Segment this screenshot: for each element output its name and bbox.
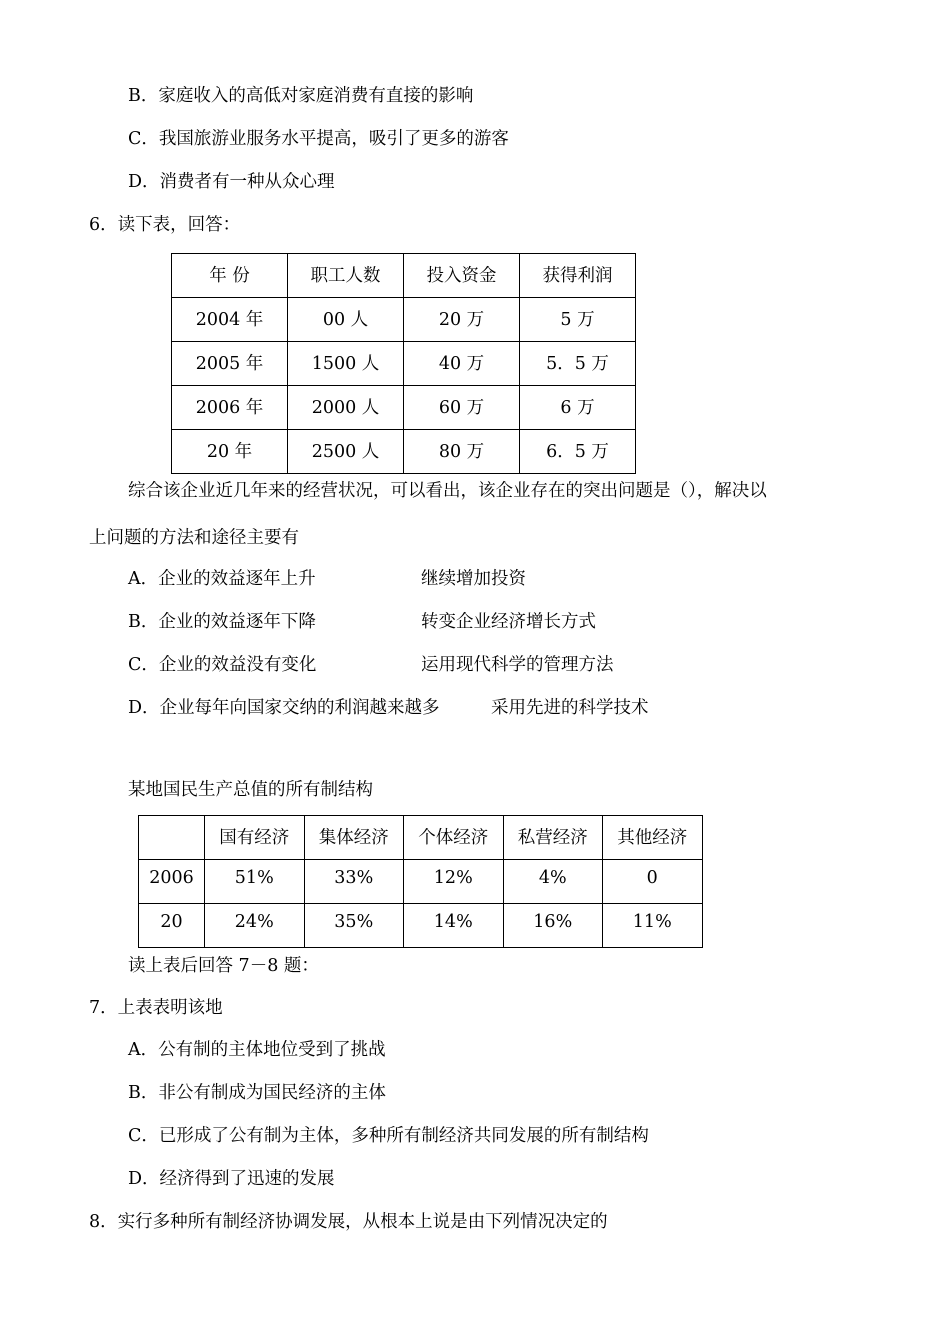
- q6-option-d-method: 采用先进的科学技术: [491, 698, 649, 718]
- q7-option-d: D．经济得到了迅速的发展: [128, 1169, 335, 1189]
- q7-option-c: C．已形成了公有制为主体，多种所有制经济共同发展的所有制结构: [128, 1126, 649, 1146]
- table-cell: 80 万: [404, 430, 520, 474]
- table-cell: 5．5 万: [520, 342, 636, 386]
- table-header-cell: 私营经济: [503, 816, 603, 860]
- table-cell: 2005 年: [172, 342, 288, 386]
- table-cell: 2500 人: [288, 430, 404, 474]
- table-header-cell: 投入资金: [404, 254, 520, 298]
- q7-option-a: A．公有制的主体地位受到了挑战: [128, 1040, 386, 1060]
- q6-option-b-method: 转变企业经济增长方式: [421, 612, 596, 632]
- table-cell: 40 万: [404, 342, 520, 386]
- table-row: [139, 860, 703, 904]
- table-cell: 24%: [205, 904, 305, 948]
- q7-option-b: B．非公有制成为国民经济的主体: [128, 1083, 386, 1103]
- table-header-cell: 国有经济: [205, 816, 305, 860]
- q6-option-c: C．企业的效益没有变化: [128, 655, 317, 675]
- table-cell: 51%: [205, 860, 305, 904]
- table-cell: 2006: [139, 860, 205, 904]
- q6-option-a-method: 继续增加投资: [421, 569, 526, 589]
- table-row: [172, 298, 636, 342]
- table-cell: 6．5 万: [520, 430, 636, 474]
- q6-text-line-1: 综合该企业近几年来的经营状况，可以看出，该企业存在的突出问题是（），解决以: [128, 481, 767, 501]
- table-header-cell: [139, 816, 205, 860]
- q6-stem: 6．读下表，回答：: [89, 215, 241, 235]
- table-cell: 20 年: [172, 430, 288, 474]
- table-header-cell: 其他经济: [603, 816, 703, 860]
- table-header-cell: 个体经济: [404, 816, 504, 860]
- table-header-row: [172, 254, 636, 298]
- ownership-note: 读上表后回答 7－8 题：: [128, 956, 319, 976]
- table-row: [172, 342, 636, 386]
- table-cell: 11%: [603, 904, 703, 948]
- table-cell: 0: [603, 860, 703, 904]
- table-cell: 1500 人: [288, 342, 404, 386]
- q6-option-c-method: 运用现代科学的管理方法: [421, 655, 614, 675]
- ownership-table-caption: 某地国民生产总值的所有制结构: [128, 780, 373, 800]
- table-cell: 16%: [503, 904, 603, 948]
- table-row: [139, 904, 703, 948]
- q5-option-c: C．我国旅游业服务水平提高，吸引了更多的游客: [128, 129, 509, 149]
- table-cell: 33%: [304, 860, 404, 904]
- table-cell: 2004 年: [172, 298, 288, 342]
- table-header-cell: 年 份: [172, 254, 288, 298]
- table-cell: 60 万: [404, 386, 520, 430]
- enterprise-table: [171, 253, 636, 474]
- table-cell: 14%: [404, 904, 504, 948]
- table-header-cell: 职工人数: [288, 254, 404, 298]
- q6-option-b: B．企业的效益逐年下降: [128, 612, 316, 632]
- table-cell: 35%: [304, 904, 404, 948]
- table-cell: 2000 人: [288, 386, 404, 430]
- table-cell: 20 万: [404, 298, 520, 342]
- table-cell: 20: [139, 904, 205, 948]
- table-cell: 00 人: [288, 298, 404, 342]
- q7-stem: 7．上表表明该地: [89, 998, 223, 1018]
- q6-option-a: A．企业的效益逐年上升: [128, 569, 316, 589]
- table-row: [172, 430, 636, 474]
- q5-option-b: B．家庭收入的高低对家庭消费有直接的影响: [128, 86, 474, 106]
- q8-stem: 8．实行多种所有制经济协调发展，从根本上说是由下列情况决定的: [89, 1212, 608, 1232]
- table-header-cell: 集体经济: [304, 816, 404, 860]
- table-cell: 2006 年: [172, 386, 288, 430]
- table-cell: 4%: [503, 860, 603, 904]
- table-cell: 5 万: [520, 298, 636, 342]
- q6-option-d: D．企业每年向国家交纳的利润越来越多: [128, 698, 440, 718]
- table-row: [172, 386, 636, 430]
- table-cell: 6 万: [520, 386, 636, 430]
- table-header-row: [139, 816, 703, 860]
- q5-option-d: D．消费者有一种从众心理: [128, 172, 335, 192]
- table-header-cell: 获得利润: [520, 254, 636, 298]
- ownership-table: [138, 815, 703, 948]
- table-cell: 12%: [404, 860, 504, 904]
- q6-text-line-2: 上问题的方法和途径主要有: [89, 528, 299, 548]
